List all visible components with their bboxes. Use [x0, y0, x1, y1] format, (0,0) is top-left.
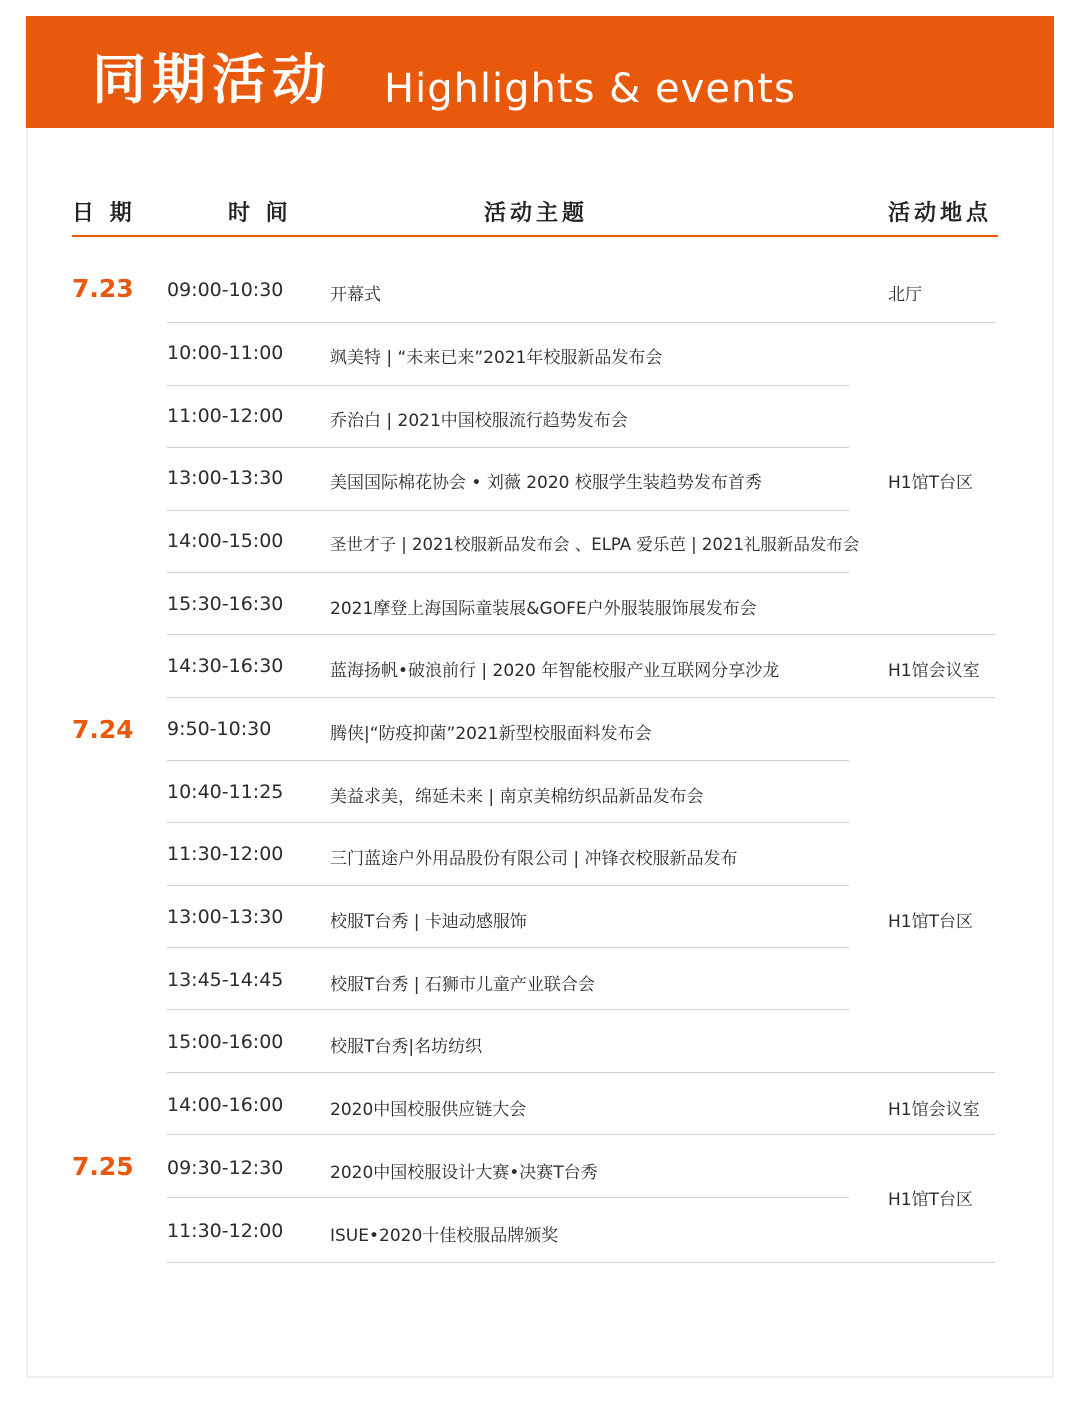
- time-cell: 10:40-11:25: [167, 781, 284, 803]
- banner-title-cn: 同期活动: [92, 48, 332, 111]
- date-label: 7.25: [72, 1152, 134, 1181]
- venue-cell: H1馆会议室: [888, 1100, 980, 1120]
- event-cell: 校服T台秀|名坊纺织: [330, 1037, 483, 1057]
- time-cell: 13:45-14:45: [167, 969, 284, 991]
- row-divider: [167, 572, 849, 573]
- date-label: 7.24: [72, 715, 134, 744]
- header-time: 时 间: [228, 201, 292, 226]
- header-topic: 活动主题: [484, 201, 589, 226]
- event-cell: ISUE•2020十佳校服品牌颁奖: [330, 1226, 559, 1246]
- row-divider: [167, 947, 849, 948]
- time-cell: 09:00-10:30: [167, 279, 284, 301]
- row-divider: [167, 697, 995, 698]
- header-divider: [72, 235, 998, 237]
- row-divider: [167, 1072, 995, 1073]
- time-cell: 14:00-15:00: [167, 530, 284, 552]
- row-divider: [167, 385, 849, 386]
- venue-cell: H1馆会议室: [888, 661, 980, 681]
- event-cell: 开幕式: [330, 285, 381, 305]
- row-divider: [167, 822, 849, 823]
- event-cell: 2020中国校服供应链大会: [330, 1100, 527, 1120]
- row-divider: [167, 885, 849, 886]
- event-cell: 圣世才子 | 2021校服新品发布会 、ELPA 爱乐芭 | 2021礼服新品发布会: [330, 535, 860, 554]
- time-cell: 15:30-16:30: [167, 593, 284, 615]
- time-cell: 14:00-16:00: [167, 1094, 284, 1116]
- venue-cell: H1馆T台区: [888, 473, 973, 493]
- time-cell: 09:30-12:30: [167, 1157, 284, 1179]
- row-divider: [167, 1197, 849, 1198]
- event-cell: 2021摩登上海国际童装展&GOFE户外服装服饰展发布会: [330, 599, 757, 619]
- time-cell: 13:00-13:30: [167, 467, 284, 489]
- venue-cell: 北厅: [888, 285, 922, 305]
- event-cell: 三门蓝途户外用品股份有限公司 | 冲锋衣校服新品发布: [330, 849, 738, 869]
- event-cell: 蓝海扬帆•破浪前行 | 2020 年智能校服产业互联网分享沙龙: [330, 661, 780, 681]
- event-cell: 校服T台秀 | 卡迪动感服饰: [330, 912, 527, 932]
- event-cell: 美国国际棉花协会 • 刘薇 2020 校服学生装趋势发布首秀: [330, 473, 762, 493]
- time-cell: 9:50-10:30: [167, 718, 272, 740]
- row-divider: [167, 1262, 995, 1263]
- row-divider: [167, 760, 849, 761]
- row-divider: [167, 447, 849, 448]
- event-cell: 飒美特 | “未来已来”2021年校服新品发布会: [330, 348, 663, 368]
- event-cell: 美益求美，绵延未来 | 南京美棉纺织品新品发布会: [330, 787, 704, 807]
- date-label: 7.23: [72, 274, 134, 303]
- time-cell: 15:00-16:00: [167, 1031, 284, 1053]
- event-cell: 校服T台秀 | 石狮市儿童产业联合会: [330, 975, 595, 995]
- row-divider: [167, 510, 849, 511]
- header-date: 日 期: [72, 201, 136, 226]
- row-divider: [167, 1009, 849, 1010]
- header-venue: 活动地点: [888, 201, 993, 226]
- row-divider: [167, 1134, 995, 1135]
- venue-cell: H1馆T台区: [888, 912, 973, 932]
- event-cell: 腾侠|“防疫抑菌”2021新型校服面料发布会: [330, 724, 652, 744]
- time-cell: 14:30-16:30: [167, 655, 284, 677]
- banner-title-en: Highlights & events: [384, 66, 796, 112]
- venue-cell: H1馆T台区: [888, 1190, 973, 1210]
- row-divider: [167, 634, 995, 635]
- event-cell: 2020中国校服设计大赛•决赛T台秀: [330, 1163, 598, 1183]
- time-cell: 10:00-11:00: [167, 342, 284, 364]
- row-divider: [167, 322, 995, 323]
- time-cell: 11:30-12:00: [167, 1220, 284, 1242]
- event-cell: 乔治白 | 2021中国校服流行趋势发布会: [330, 411, 628, 431]
- time-cell: 11:00-12:00: [167, 405, 284, 427]
- time-cell: 11:30-12:00: [167, 843, 284, 865]
- time-cell: 13:00-13:30: [167, 906, 284, 928]
